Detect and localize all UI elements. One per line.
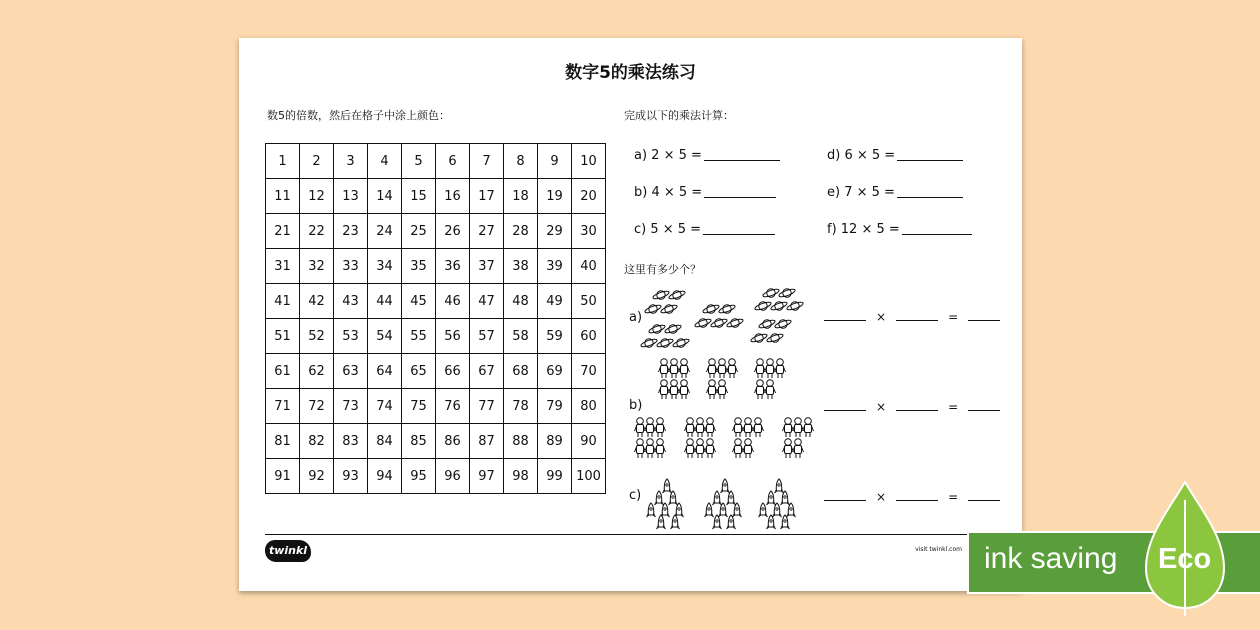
grid-cell[interactable]: 52 [300, 319, 334, 354]
grid-cell[interactable]: 53 [334, 319, 368, 354]
grid-cell[interactable]: 77 [470, 389, 504, 424]
grid-cell[interactable]: 51 [266, 319, 300, 354]
grid-cell[interactable]: 40 [572, 249, 606, 284]
grid-cell[interactable]: 25 [402, 214, 436, 249]
grid-row [266, 424, 606, 459]
equals-sign: = [948, 310, 959, 324]
grid-cell[interactable]: 98 [504, 459, 538, 494]
grid-cell[interactable]: 37 [470, 249, 504, 284]
grid-row [266, 354, 606, 389]
grid-cell[interactable]: 29 [538, 214, 572, 249]
product-blank[interactable] [968, 410, 1000, 411]
grid-cell[interactable]: 43 [334, 284, 368, 319]
grid-cell[interactable]: 10 [572, 144, 606, 179]
factor-blank[interactable] [896, 410, 938, 411]
grid-cell[interactable]: 3 [334, 144, 368, 179]
times-sign: × [876, 310, 887, 324]
grid-cell[interactable]: 86 [436, 424, 470, 459]
grid-row [266, 284, 606, 319]
grid-cell[interactable]: 58 [504, 319, 538, 354]
answer-blank[interactable] [902, 233, 972, 235]
grid-cell[interactable]: 24 [368, 214, 402, 249]
problem-label: d) 6 × 5 = [827, 148, 896, 163]
grid-cell[interactable]: 9 [538, 144, 572, 179]
grid-cell[interactable]: 46 [436, 284, 470, 319]
grid-cell[interactable]: 67 [470, 354, 504, 389]
grid-cell[interactable]: 13 [334, 179, 368, 214]
answer-blank[interactable] [704, 159, 780, 161]
count-a-label: a) [629, 310, 643, 325]
twinkl-logo: twinkl [265, 540, 311, 562]
grid-row [266, 179, 606, 214]
grid-cell[interactable]: 65 [402, 354, 436, 389]
grid-cell[interactable]: 21 [266, 214, 300, 249]
grid-cell[interactable]: 5 [402, 144, 436, 179]
problem-label: b) 4 × 5 = [634, 185, 703, 200]
grid-cell[interactable]: 39 [538, 249, 572, 284]
grid-row [266, 389, 606, 424]
count-b-equation [824, 400, 1000, 414]
grid-cell[interactable]: 54 [368, 319, 402, 354]
worksheet-page [239, 38, 1022, 591]
product-blank[interactable] [968, 500, 1000, 501]
grid-instruction: 数5的倍数，然后在格子中涂上颜色： [267, 109, 450, 122]
grid-cell[interactable]: 47 [470, 284, 504, 319]
count-c-label: c) [629, 488, 642, 503]
answer-blank[interactable] [703, 233, 775, 235]
problem-f [827, 222, 972, 237]
grid-cell[interactable]: 42 [300, 284, 334, 319]
grid-cell[interactable]: 38 [504, 249, 538, 284]
grid-cell[interactable]: 99 [538, 459, 572, 494]
problem-label: e) 7 × 5 = [827, 185, 895, 200]
planet-icon-group [639, 286, 814, 354]
answer-blank[interactable] [897, 159, 963, 161]
grid-cell[interactable]: 85 [402, 424, 436, 459]
ink-saving-label: ink saving [984, 542, 1118, 575]
factor-blank[interactable] [896, 500, 938, 501]
grid-cell[interactable]: 74 [368, 389, 402, 424]
grid-row [266, 214, 606, 249]
grid-cell[interactable]: 59 [538, 319, 572, 354]
grid-cell[interactable]: 94 [368, 459, 402, 494]
grid-cell[interactable]: 79 [538, 389, 572, 424]
grid-cell[interactable]: 28 [504, 214, 538, 249]
grid-cell[interactable]: 55 [402, 319, 436, 354]
grid-cell[interactable]: 18 [504, 179, 538, 214]
grid-cell[interactable]: 62 [300, 354, 334, 389]
grid-cell[interactable]: 70 [572, 354, 606, 389]
grid-cell[interactable]: 35 [402, 249, 436, 284]
astronaut-icon-group [634, 358, 824, 468]
grid-cell[interactable]: 71 [266, 389, 300, 424]
equals-sign: = [948, 490, 959, 504]
grid-cell[interactable]: 72 [300, 389, 334, 424]
grid-cell[interactable]: 41 [266, 284, 300, 319]
grid-cell[interactable]: 78 [504, 389, 538, 424]
problem-d [827, 148, 963, 163]
grid-cell[interactable]: 90 [572, 424, 606, 459]
grid-cell[interactable]: 48 [504, 284, 538, 319]
count-instruction: 这里有多少个？ [624, 263, 701, 276]
count-c-equation [824, 490, 1000, 504]
grid-cell[interactable]: 76 [436, 389, 470, 424]
grid-cell[interactable]: 45 [402, 284, 436, 319]
problem-label: f) 12 × 5 = [827, 222, 900, 237]
grid-cell[interactable]: 61 [266, 354, 300, 389]
grid-cell[interactable]: 4 [368, 144, 402, 179]
grid-cell[interactable]: 57 [470, 319, 504, 354]
grid-cell[interactable]: 81 [266, 424, 300, 459]
factor-blank[interactable] [824, 320, 866, 321]
grid-cell[interactable]: 66 [436, 354, 470, 389]
grid-row [266, 319, 606, 354]
problem-e [827, 185, 963, 200]
rocket-icon-group [637, 478, 812, 530]
equals-sign: = [948, 400, 959, 414]
grid-cell[interactable]: 27 [470, 214, 504, 249]
product-blank[interactable] [968, 320, 1000, 321]
answer-blank[interactable] [704, 196, 776, 198]
grid-cell[interactable]: 14 [368, 179, 402, 214]
grid-cell[interactable]: 33 [334, 249, 368, 284]
grid-cell[interactable]: 82 [300, 424, 334, 459]
grid-cell[interactable]: 22 [300, 214, 334, 249]
factor-blank[interactable] [824, 410, 866, 411]
grid-cell[interactable]: 1 [266, 144, 300, 179]
grid-row [266, 249, 606, 284]
times-sign: × [876, 490, 887, 504]
problem-label: c) 5 × 5 = [634, 222, 702, 237]
grid-cell[interactable]: 19 [538, 179, 572, 214]
grid-cell[interactable]: 92 [300, 459, 334, 494]
problem-a [634, 148, 780, 163]
grid-cell[interactable]: 49 [538, 284, 572, 319]
grid-cell[interactable]: 17 [470, 179, 504, 214]
grid-cell[interactable]: 100 [572, 459, 606, 494]
grid-cell[interactable]: 11 [266, 179, 300, 214]
grid-cell[interactable]: 91 [266, 459, 300, 494]
grid-cell[interactable]: 12 [300, 179, 334, 214]
grid-cell[interactable]: 36 [436, 249, 470, 284]
grid-cell[interactable]: 26 [436, 214, 470, 249]
visit-link[interactable]: visit twinkl.com [915, 546, 962, 553]
count-a-equation [824, 310, 1000, 324]
grid-cell[interactable]: 87 [470, 424, 504, 459]
grid-cell[interactable]: 16 [436, 179, 470, 214]
grid-cell[interactable]: 75 [402, 389, 436, 424]
grid-cell[interactable]: 15 [402, 179, 436, 214]
grid-cell[interactable]: 34 [368, 249, 402, 284]
grid-cell[interactable]: 68 [504, 354, 538, 389]
grid-cell[interactable]: 69 [538, 354, 572, 389]
grid-cell[interactable]: 31 [266, 249, 300, 284]
grid-cell[interactable]: 20 [572, 179, 606, 214]
grid-cell[interactable]: 8 [504, 144, 538, 179]
grid-cell[interactable]: 2 [300, 144, 334, 179]
grid-cell[interactable]: 50 [572, 284, 606, 319]
grid-cell[interactable]: 30 [572, 214, 606, 249]
grid-cell[interactable]: 56 [436, 319, 470, 354]
grid-cell[interactable]: 7 [470, 144, 504, 179]
worksheet-title: 数字5的乘法练习 [565, 63, 696, 83]
grid-cell[interactable]: 83 [334, 424, 368, 459]
grid-cell[interactable]: 89 [538, 424, 572, 459]
grid-row [266, 144, 606, 179]
grid-cell[interactable]: 93 [334, 459, 368, 494]
calc-instruction: 完成以下的乘法计算： [624, 109, 734, 122]
answer-blank[interactable] [897, 196, 963, 198]
hundred-grid [265, 143, 606, 494]
footer-divider [265, 534, 996, 535]
grid-cell[interactable]: 60 [572, 319, 606, 354]
problem-b [634, 185, 776, 200]
grid-cell[interactable]: 95 [402, 459, 436, 494]
grid-cell[interactable]: 73 [334, 389, 368, 424]
grid-cell[interactable]: 64 [368, 354, 402, 389]
problem-label: a) 2 × 5 = [634, 148, 702, 163]
grid-cell[interactable]: 32 [300, 249, 334, 284]
grid-cell[interactable]: 84 [368, 424, 402, 459]
times-sign: × [876, 400, 887, 414]
grid-cell[interactable]: 23 [334, 214, 368, 249]
grid-cell[interactable]: 80 [572, 389, 606, 424]
problem-c [634, 222, 775, 237]
factor-blank[interactable] [824, 500, 866, 501]
factor-blank[interactable] [896, 320, 938, 321]
grid-cell[interactable]: 6 [436, 144, 470, 179]
grid-cell[interactable]: 97 [470, 459, 504, 494]
count-b-label: b) [629, 398, 643, 413]
grid-cell[interactable]: 63 [334, 354, 368, 389]
grid-cell[interactable]: 88 [504, 424, 538, 459]
grid-row [266, 459, 606, 494]
grid-cell[interactable]: 44 [368, 284, 402, 319]
eco-word: Eco [1158, 543, 1212, 575]
grid-cell[interactable]: 96 [436, 459, 470, 494]
